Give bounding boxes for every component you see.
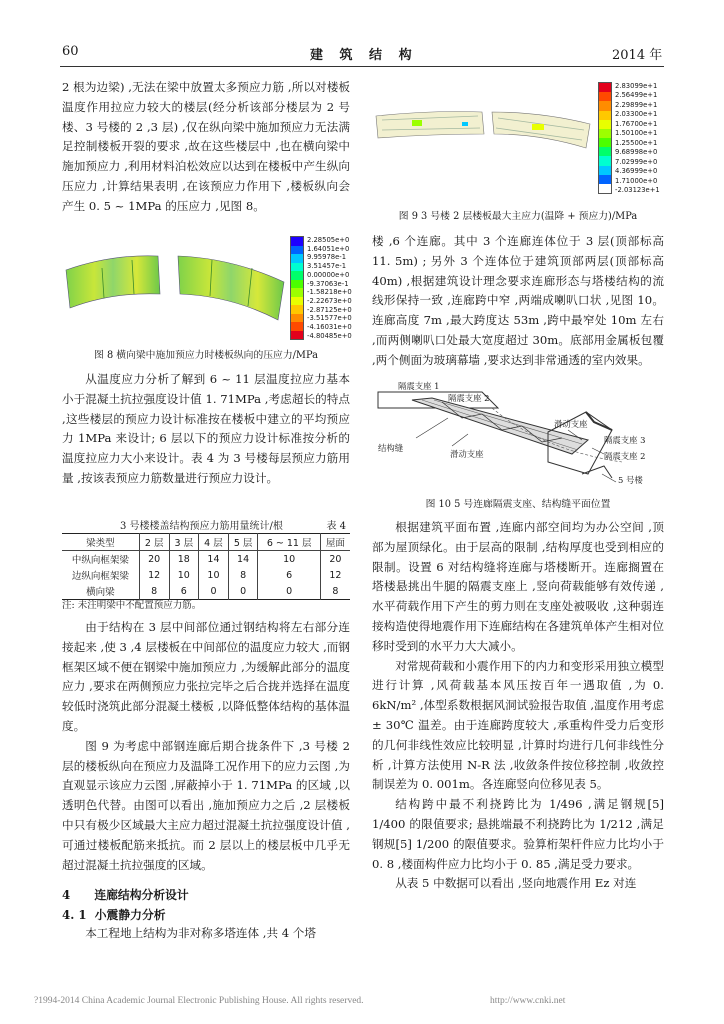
paragraph: 从温度应力分析了解到 6 ~ 11 层温度拉应力基本小于混凝土抗拉强度设计值 1. 71MPa ,考虑超长的特点 ,这些楼层的预应力设计标准按在楼板中建立的平均预应力 1MPa 来设计; 6 层以下的预应力设计标准按分析的温度拉应力大小来设计。表 4 为 3 号楼每层预应力筋用量 ,按该表预应力筋数量进行预应力设计。 (62, 372, 350, 485)
legend-value: 2.03300e+1 (615, 110, 658, 119)
legend-value: 1.50100e+1 (615, 129, 658, 138)
left-mid (62, 370, 350, 489)
paragraph: 由于结构在 3 层中间部位通过钢结构将左右部分连接起来 ,使 3 ,4 层楼板在中间部位的温度应力较大 ,而钢框架区域不便在钢梁中施加预应力 ,为缓解此部分的温度应力 ,要求在两侧预应力张拉完毕之后合拢并选择在温度较低时浇筑此部分混凝土楼板 ,以降低整体结构的基体温度。 (62, 620, 350, 733)
table-cell: 12 (320, 567, 350, 583)
legend-value: -1.58218e+0 (307, 288, 352, 297)
legend-value: 4.36999e+0 (615, 167, 658, 176)
paragraph: 楼 ,6 个连廊。其中 3 个连廊连体位于 3 层(顶部标高 11. 5m) ; 另外 3 个连体位于建筑顶部两层(顶部标高 40m) ,根据建筑设计理念要求连廊形态与塔楼结构的流线形保持一致 ,连廊跨中窄 ,两端成喇叭口状 ,见图 10。连廊高度 7m ,最大跨度达 53m ,跨中最窄处 10m 左右 ,而两侧喇叭口处最大宽度超过 30m。底部用金属板包覆 ,两个侧面为玻璃幕墙 ,要求达到非常通透的室内效果。 (372, 234, 664, 367)
table4-title: 3 号楼楼盖结构预应力筋用量统计/根 (120, 521, 283, 532)
table-cell: 0 (258, 583, 320, 600)
legend-value: 2.56499e+1 (615, 91, 658, 100)
fig9-caption: 图 9 3 号楼 2 层楼板最大主应力(温降 + 预应力)/MPa (398, 211, 638, 222)
fig10-label-joint: 结构缝 (378, 443, 404, 453)
left-lower (62, 618, 350, 875)
table-cell: 0 (199, 583, 229, 600)
legend-value: 1.64051e+0 (307, 244, 350, 253)
table-cell: 10 (199, 567, 229, 583)
left-final (62, 924, 350, 944)
table-cell: 8 (139, 583, 169, 600)
journal-title: 建 筑 结 构 (310, 48, 418, 63)
footer-copyright: ?1994-2014 China Academic Journal Electronic Publishing House. All rights reserved. (34, 996, 364, 1006)
section-title: 连廊结构分析设计 (94, 888, 189, 902)
fig10-label-bearing-1: 隔震支座 1 (398, 381, 440, 391)
paragraph: 图 9 为考虑中部钢连廊后期合拢条件下 ,3 号楼 2 层的楼板纵向在预应力及温降工况作用下的应力云图 ,为直观显示该应力云图 ,屏蔽掉小于 1. 71MPa 的区域 ,以透明色代替。由图可以看出 ,施加预应力之后 ,2 层楼板中只有极少区域最大主应力超过混凝土抗拉强度设计值 ,可通过楼板配筋来抵抗。而 2 层以上的楼层板中几乎无超过混凝土抗拉强度的区域。 (62, 738, 350, 872)
table-cell: 14 (199, 551, 229, 568)
legend-color-bar (290, 236, 304, 340)
fig10-label-bearing-3: 隔震支座 3 (604, 435, 646, 445)
table-cell: 横向梁 (86, 587, 115, 598)
figure-9 (372, 82, 662, 202)
section-number: 4. 1 (62, 908, 87, 922)
fig10-label-tower: 5 号楼 (618, 475, 643, 485)
table-header: 屋面 (320, 534, 350, 551)
left-intro (62, 78, 350, 217)
table-header: 梁类型 (86, 538, 115, 549)
table-cell: 10 (169, 567, 199, 583)
fig10-label-bearing-2: 隔震支座 2 (448, 393, 490, 403)
paragraph: 从表 5 中数据可以看出 ,竖向地震作用 Ez 对连 (395, 876, 637, 891)
legend-value: 9.95978e-1 (307, 253, 347, 262)
legend-value: 7.02999e+0 (615, 157, 658, 166)
table-header-row (62, 534, 350, 551)
fig9-contour (372, 108, 594, 178)
fig8-contour (62, 250, 288, 340)
legend-value: 2.28505e+0 (307, 236, 350, 244)
legend-values (307, 236, 352, 340)
legend-color-bar (598, 82, 612, 194)
table-cell: 6 (169, 583, 199, 600)
fig9-legend (598, 82, 660, 194)
legend-value: -2.22673e+0 (307, 297, 352, 306)
section-4-1-heading (62, 906, 166, 923)
legend-value: 2.29899e+1 (615, 100, 658, 109)
legend-value: -9.37063e-1 (307, 279, 349, 288)
paragraph: 根据建筑平面布置 ,连廊内部空间均为办公空间 ,顶部为屋顶绿化。由于层高的限制 ,结构厚度也受到相应的限制。设置 6 对结构缝将连廊与塔楼断开。连廊搁置在塔楼悬挑出牛腿的隔震支座上 ,竖向荷载能够有效传递 ,水平荷载作用下产生的剪力则在支座处被吸收 ,这种弱连接构造使得地震作用下连廊结构在各建筑单体产生相对位移时受到的水平力大大减小。 (372, 520, 664, 653)
legend-value: 9.68998e+0 (615, 148, 658, 157)
legend-value: -3.51577e+0 (307, 314, 352, 323)
table-row (62, 567, 350, 583)
table-cell: 20 (139, 551, 169, 568)
section-number: 4 (62, 888, 71, 902)
legend-value: -4.16031e+0 (307, 323, 352, 332)
table-cell: 20 (320, 551, 350, 568)
paragraph: 对常规荷载和小震作用下的内力和变形采用独立模型进行计算 ,风荷载基本风压按百年一遇取值 ,为 0. 6kN/m² ,体型系数根据风洞试验报告取值 ,温度作用考虑 ± 30℃ 温差。由于连廊跨度较大 ,承重构件受力后变形的几何非线性效应比较明显 ,计算时均进行几何非线性分析 ,计算方法使用 N-R 法 ,收敛条件按位移控制 ,收敛控制误差为 0. 001m。各连廊竖向位移见表 5。 (372, 658, 664, 792)
table-4 (62, 533, 350, 600)
footer-url[interactable]: http://www.cnki.net (490, 996, 566, 1006)
table-cell: 14 (228, 551, 258, 568)
legend-value: -2.87125e+0 (307, 305, 352, 314)
header-rule (60, 66, 664, 67)
fig10-label-slide-2: 滑动支座 (554, 419, 588, 429)
legend-values (615, 82, 660, 194)
legend-value: 1.25500e+1 (615, 138, 658, 147)
table-header: 5 层 (228, 534, 258, 551)
table-row (62, 551, 350, 568)
table-cell: 6 (258, 567, 320, 583)
table-cell: 中纵向框架梁 (71, 555, 129, 566)
table-header: 6 ~ 11 层 (258, 534, 320, 551)
table-header: 3 层 (169, 534, 199, 551)
figure-10 (372, 378, 662, 490)
right-body (372, 518, 664, 894)
fig10-label-slide: 滑动支座 (450, 449, 484, 459)
table4-title-row (62, 517, 350, 532)
legend-value: 1.76700e+1 (615, 119, 658, 128)
legend-value: -4.80485e+0 (307, 331, 352, 340)
table-header: 4 层 (199, 534, 229, 551)
table-cell: 10 (258, 551, 320, 568)
table4-note: 注: 未注明梁中不配置预应力筋。 (62, 600, 202, 611)
legend-value: 2.83099e+1 (615, 82, 658, 90)
fig10-caption: 图 10 5 号连廊隔震支座、结构缝平面位置 (425, 499, 611, 510)
section-4-heading (62, 886, 189, 903)
table-cell: 边纵向框架梁 (71, 571, 129, 582)
legend-value: 1.71000e+0 (615, 176, 658, 185)
right-top (372, 232, 664, 371)
table-cell: 18 (169, 551, 199, 568)
legend-value: 0.00000e+0 (307, 270, 350, 279)
table-cell: 0 (228, 583, 258, 600)
page-number: 60 (62, 44, 79, 59)
legend-value: 3.51457e-1 (307, 262, 347, 271)
section-title: 小震静力分析 (94, 908, 166, 922)
table4-number: 表 4 (326, 521, 346, 532)
table-header: 2 层 (139, 534, 169, 551)
paragraph: 2 根为边梁) ,无法在梁中放置太多预应力筋 ,所以对楼板温度作用拉应力较大的楼层(经分析该部分楼层为 2 号楼、3 号楼的 2 ,3 层) ,仅在纵向梁中施加预应力无法满足控制楼板开裂的要求 ,故在这些楼层中 ,也在横向梁中施加预应力 ,利用材料泊松效应以达到在楼板中产生纵向压应力 ,计算结果表明 ,在该预应力作用下 ,楼板纵向会产生 0. 5 ~ 1MPa 的压应力 ,见图 8。 (62, 80, 350, 213)
legend-value: -2.03123e+1 (615, 185, 660, 194)
table-cell: 12 (139, 567, 169, 583)
table-cell: 8 (320, 583, 350, 600)
paragraph: 本工程地上结构为非对称多塔连体 ,共 4 个塔 (85, 926, 316, 940)
journal-year: 2014 年 (612, 48, 663, 63)
fig8-legend (290, 236, 352, 340)
fig10-label-bearing-2b: 隔震支座 2 (604, 451, 646, 461)
figure-8 (62, 236, 352, 340)
table-cell: 8 (228, 567, 258, 583)
fig8-caption: 图 8 横向梁中施加预应力时楼板纵向的压应力/MPa (94, 350, 318, 361)
paragraph: 结构跨中最不利挠跨比为 1/496 ,满足钢规[5] 1/400 的限值要求; 悬挑端最不利挠跨比为 1/212 ,满足钢规[5] 1/200 的限值要求。验算桁架杆件应力比均小于 0. 8 ,楼面构件应力比均小于 0. 85 ,满足受力要求。 (372, 797, 664, 871)
